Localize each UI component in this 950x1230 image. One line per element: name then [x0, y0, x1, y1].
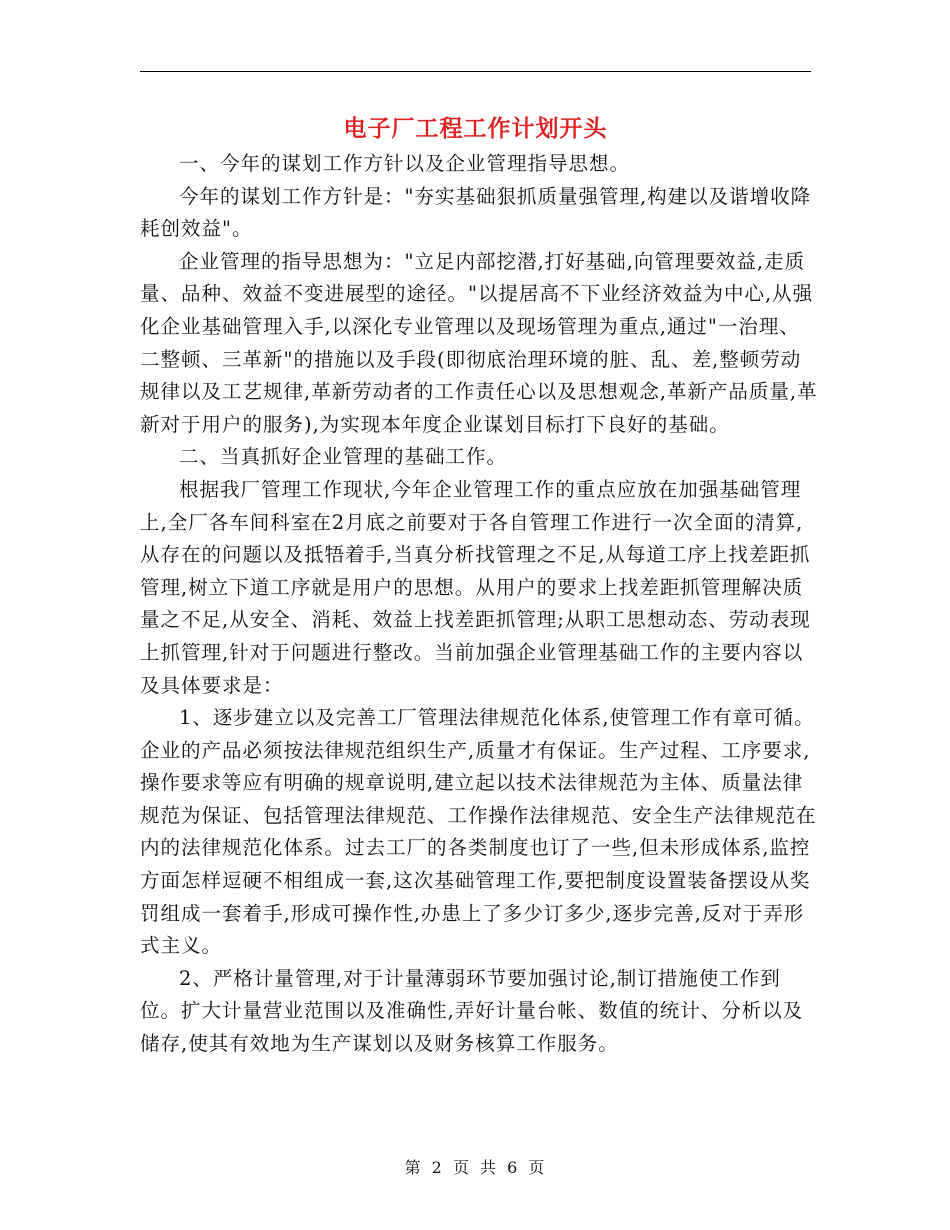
page-number-footer: 第 2 页 共 6 页 — [404, 1158, 546, 1177]
paragraph-section-2-heading: 二、当真抓好企业管理的基础工作。 — [179, 445, 508, 469]
paragraph-guiding-thought: 企业管理的指导思想为："立足内部挖潜,打好基础,向管理要效益,走质量、品种、效益不变进展型的途径。"以提居高不下业经济效益为中心,从强化企业基础管理入手,以深化专业管理以及现场管理为重点,通过"一治理、二整顿、三革新"的措施以及手段(即彻底治理环境的脏、乱、差,整顿劳动规律以及工艺规律,革新劳动者的工作责任心以及思想观念,革新产品质量,革新对于用户的服务),为实现本年度企业谋划目标打下良好的基础。 — [140, 249, 818, 436]
paragraph-work-policy: 今年的谋划工作方针是："夯实基础狠抓质量强管理,构建以及谐增收降耗创效益"。 — [140, 184, 812, 241]
paragraph-section-1-heading: 一、今年的谋划工作方针以及企业管理指导思想。 — [179, 152, 631, 175]
paragraph-management-status: 根据我厂管理工作现状,今年企业管理工作的重点应放在加强基础管理上,全厂各车间科室在2月底之前要对于各自管理工作进行一次全面的清算,从存在的问题以及抵牾着手,当真分析找管理之不足,从每道工序上找差距抓管理,树立下道工序就是用户的思想。从用户的要求上找差距抓管理解决质量之不足,从安全、消耗、效益上找差距抓管理;从职工思想动态、劳动表现上抓管理,针对于问题进行整改。当前加强企业管理基础工作的主要内容以及具体要求是： — [140, 477, 811, 697]
paragraph-item-1: 1、逐步建立以及完善工厂管理法律规范化体系,使管理工作有章可循。企业的产品必须按法律规范组织生产,质量才有保证。生产过程、工序要求,操作要求等应有明确的规章说明,建立起以技术法律规范为主体、质量法律规范为保证、包括管理法律规范、工作操作法律规范、安全生产法律规范在内的法律规范化体系。过去工厂的各类制度也订了一些,但未形成体系,监控方面怎样逗硬不相组成一套,这次基础管理工作,要把制度设置装备摆设从奖罚组成一套着手,形成可操作性,办患上了多少订多少,逐步完善,反对于弄形式主义。 — [140, 706, 817, 958]
header-rule — [140, 71, 811, 72]
paragraph-item-2: 2、严格计量管理,对于计量薄弱环节要加强讨论,制订措施使工作到位。扩大计量营业范围以及准确性,弄好计量台帐、数值的统计、分析以及储存,使其有效地为生产谋划以及财务核算工作服务。 — [140, 966, 804, 1056]
document-body — [140, 148, 820, 1061]
document-title: 电子厂工程工作计划开头 — [343, 115, 608, 142]
